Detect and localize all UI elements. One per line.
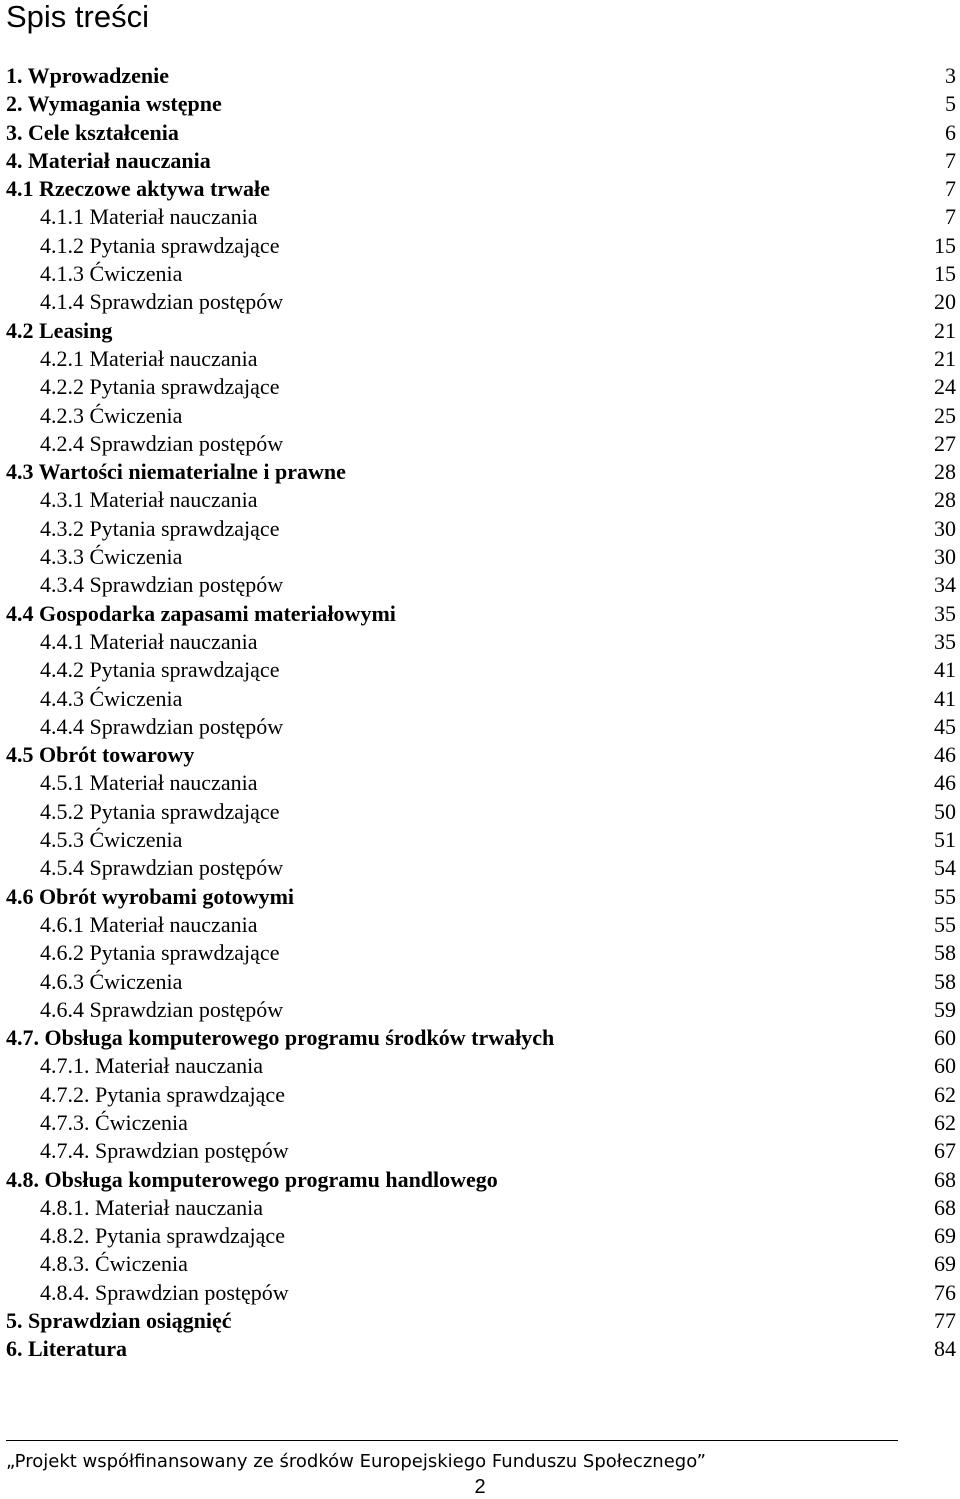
toc-entry-page: 24: [934, 374, 956, 400]
toc-entry-page: 5: [945, 91, 956, 117]
toc-entry-label: 4.1.1 Materiał nauczania: [40, 204, 258, 230]
toc-entry-label: 4.7.4. Sprawdzian postępów: [40, 1138, 289, 1164]
toc-entry-page: 15: [934, 232, 956, 258]
toc-entry-label: 4.7. Obsługa komputerowego programu środków trwałych: [6, 1025, 555, 1051]
toc-entry-page: 15: [934, 261, 956, 287]
toc-entry-label: 4.7.3. Ćwiczenia: [40, 1109, 188, 1135]
toc-entry-page: 69: [934, 1251, 956, 1277]
toc-entry[interactable]: [0, 317, 960, 345]
toc-entry-page: 55: [934, 911, 956, 937]
toc-entry-label: 4.6.2 Pytania sprawdzające: [40, 940, 280, 966]
toc-entry-label: 4.1.3 Ćwiczenia: [40, 261, 183, 287]
toc-entry-page: 27: [934, 430, 956, 456]
toc-entry-label: 4.8.3. Ćwiczenia: [40, 1251, 188, 1277]
toc-entry-page: 51: [934, 827, 956, 853]
toc-entry[interactable]: [0, 883, 960, 911]
toc-entry-page: 35: [934, 628, 956, 654]
toc-entry-label: 4.8.2. Pytania sprawdzające: [40, 1223, 285, 1249]
toc-entry[interactable]: [0, 628, 960, 656]
toc-entry-page: 35: [934, 600, 956, 626]
toc-entry-page: 7: [945, 176, 956, 202]
toc-entry-page: 21: [934, 317, 956, 343]
toc-entry-page: 62: [934, 1081, 956, 1107]
toc-entry-label: 4.5.3 Ćwiczenia: [40, 827, 183, 853]
toc-entry-label: 4.8.1. Materiał nauczania: [40, 1194, 263, 1220]
toc-entry-page: 25: [934, 402, 956, 428]
toc-entry-page: 58: [934, 968, 956, 994]
toc-entry-page: 7: [945, 204, 956, 230]
toc-entry-label: 2. Wymagania wstępne: [6, 91, 222, 117]
toc-entry[interactable]: [0, 1222, 960, 1250]
toc-entry-page: 68: [934, 1166, 956, 1192]
toc-entry[interactable]: [0, 90, 960, 118]
toc-entry[interactable]: [0, 656, 960, 684]
toc-entry[interactable]: [0, 430, 960, 458]
toc-entry-page: 67: [934, 1138, 956, 1164]
toc-entry-page: 59: [934, 996, 956, 1022]
toc-entry[interactable]: [0, 543, 960, 571]
toc-entry-page: 54: [934, 855, 956, 881]
toc-entry[interactable]: [0, 458, 960, 486]
toc-entry-label: 4.8. Obsługa komputerowego programu handlowego: [6, 1166, 498, 1192]
footer-divider: [6, 1440, 898, 1441]
toc-entry-page: 28: [934, 487, 956, 513]
toc-entry-label: 4.4.4 Sprawdzian postępów: [40, 713, 284, 739]
toc-entry[interactable]: [0, 175, 960, 203]
toc-entry-label: 6. Literatura: [6, 1336, 127, 1362]
toc-entry[interactable]: [0, 996, 960, 1024]
toc-entry-label: 4.3.2 Pytania sprawdzające: [40, 515, 280, 541]
toc-entry[interactable]: [0, 260, 960, 288]
toc-entry[interactable]: [0, 203, 960, 231]
toc-entry[interactable]: [0, 62, 960, 90]
toc-entry-label: 4.1 Rzeczowe aktywa trwałe: [6, 176, 270, 202]
toc-entry-label: 4.4.2 Pytania sprawdzające: [40, 657, 280, 683]
toc-entry[interactable]: [0, 1024, 960, 1052]
toc-entry-label: 4.6.3 Ćwiczenia: [40, 968, 183, 994]
toc-entry-label: 4.2.1 Materiał nauczania: [40, 345, 258, 371]
toc-entry-label: 4.4.1 Materiał nauczania: [40, 628, 258, 654]
toc-entry[interactable]: [0, 373, 960, 401]
page-title: Spis treści: [6, 0, 149, 34]
toc-entry[interactable]: [0, 685, 960, 713]
toc-entry-page: 46: [934, 742, 956, 768]
toc-entry[interactable]: [0, 345, 960, 373]
toc-entry-label: 4.2.4 Sprawdzian postępów: [40, 430, 284, 456]
toc-entry-page: 45: [934, 713, 956, 739]
page-number: 2: [474, 1476, 486, 1498]
toc-entry[interactable]: [0, 968, 960, 996]
toc-entry[interactable]: [0, 1109, 960, 1137]
toc-entry[interactable]: [0, 402, 960, 430]
toc-entry-page: 50: [934, 798, 956, 824]
toc-entry-label: 1. Wprowadzenie: [6, 63, 169, 88]
toc-entry-label: 4.7.1. Materiał nauczania: [40, 1053, 263, 1079]
toc-entry-label: 4.5.2 Pytania sprawdzające: [40, 798, 280, 824]
toc-entry[interactable]: [0, 1052, 960, 1080]
toc-entry-label: 4.5.4 Sprawdzian postępów: [40, 855, 284, 881]
toc-entry[interactable]: [0, 600, 960, 628]
toc-entry[interactable]: [0, 769, 960, 797]
toc-entry-label: 4.6 Obrót wyrobami gotowymi: [6, 883, 295, 909]
toc-entry-page: 58: [934, 940, 956, 966]
toc-entry-page: 6: [945, 119, 956, 145]
table-of-contents: [0, 62, 960, 1364]
toc-entry-label: 4.3.4 Sprawdzian postępów: [40, 572, 284, 598]
toc-entry-label: 4.2 Leasing: [6, 317, 113, 343]
toc-entry-label: 4.3 Wartości niematerialne i prawne: [6, 459, 346, 485]
toc-entry[interactable]: [0, 1137, 960, 1165]
toc-entry-label: 4.5.1 Materiał nauczania: [40, 770, 258, 796]
toc-entry-page: 41: [934, 685, 956, 711]
toc-entry[interactable]: [0, 826, 960, 854]
toc-entry-label: 4. Materiał nauczania: [6, 147, 211, 173]
toc-entry-label: 4.4 Gospodarka zapasami materiałowymi: [6, 600, 396, 626]
toc-entry[interactable]: [0, 1166, 960, 1194]
toc-entry-page: 60: [934, 1053, 956, 1079]
toc-entry[interactable]: [0, 1081, 960, 1109]
toc-entry[interactable]: [0, 1307, 960, 1335]
toc-entry-label: 3. Cele kształcenia: [6, 119, 179, 145]
toc-entry-page: 20: [934, 289, 956, 315]
toc-entry-page: 55: [934, 883, 956, 909]
toc-entry-page: 69: [934, 1223, 956, 1249]
toc-entry-label: 4.1.2 Pytania sprawdzające: [40, 232, 280, 258]
toc-entry-page: 34: [934, 572, 956, 598]
toc-entry[interactable]: [0, 1194, 960, 1222]
toc-entry-label: 4.6.1 Materiał nauczania: [40, 911, 258, 937]
toc-entry-page: 30: [934, 544, 956, 570]
toc-entry-label: 4.7.2. Pytania sprawdzające: [40, 1081, 285, 1107]
toc-entry[interactable]: [0, 1335, 960, 1363]
toc-entry-page: 62: [934, 1109, 956, 1135]
toc-entry-page: 76: [934, 1279, 956, 1305]
toc-entry[interactable]: [0, 1279, 960, 1307]
toc-entry-label: 4.1.4 Sprawdzian postępów: [40, 289, 284, 315]
toc-entry-page: 41: [934, 657, 956, 683]
toc-entry-page: 30: [934, 515, 956, 541]
toc-entry-label: 4.8.4. Sprawdzian postępów: [40, 1279, 289, 1305]
toc-entry-page: 84: [934, 1336, 956, 1362]
toc-entry[interactable]: [0, 232, 960, 260]
toc-entry-page: 46: [934, 770, 956, 796]
toc-entry-page: 3: [945, 63, 956, 88]
toc-entry-page: 7: [945, 147, 956, 173]
toc-entry[interactable]: [0, 571, 960, 599]
toc-entry-page: 77: [934, 1308, 956, 1334]
toc-entry[interactable]: [0, 939, 960, 967]
toc-entry[interactable]: [0, 798, 960, 826]
toc-entry-label: 4.5 Obrót towarowy: [6, 742, 195, 768]
toc-entry[interactable]: [0, 1250, 960, 1278]
toc-entry[interactable]: [0, 713, 960, 741]
toc-entry[interactable]: [0, 741, 960, 769]
toc-entry-label: 4.2.3 Ćwiczenia: [40, 402, 183, 428]
toc-entry[interactable]: [0, 911, 960, 939]
toc-entry-label: 4.3.3 Ćwiczenia: [40, 544, 183, 570]
toc-entry[interactable]: [0, 854, 960, 882]
footer-text: „Projekt współfinansowany ze środków Europejskiego Funduszu Społecznego”: [6, 1451, 706, 1472]
toc-entry-label: 4.4.3 Ćwiczenia: [40, 685, 183, 711]
toc-entry-label: 4.2.2 Pytania sprawdzające: [40, 374, 280, 400]
toc-entry-page: 60: [934, 1025, 956, 1051]
toc-entry-label: 4.6.4 Sprawdzian postępów: [40, 996, 284, 1022]
toc-entry-label: 4.3.1 Materiał nauczania: [40, 487, 258, 513]
toc-entry[interactable]: [0, 119, 960, 147]
toc-entry-label: 5. Sprawdzian osiągnięć: [6, 1308, 232, 1334]
toc-entry[interactable]: [0, 147, 960, 175]
toc-entry[interactable]: [0, 515, 960, 543]
toc-entry[interactable]: [0, 288, 960, 316]
toc-entry-page: 28: [934, 459, 956, 485]
toc-entry-page: 68: [934, 1194, 956, 1220]
toc-entry[interactable]: [0, 486, 960, 514]
toc-entry-page: 21: [934, 345, 956, 371]
